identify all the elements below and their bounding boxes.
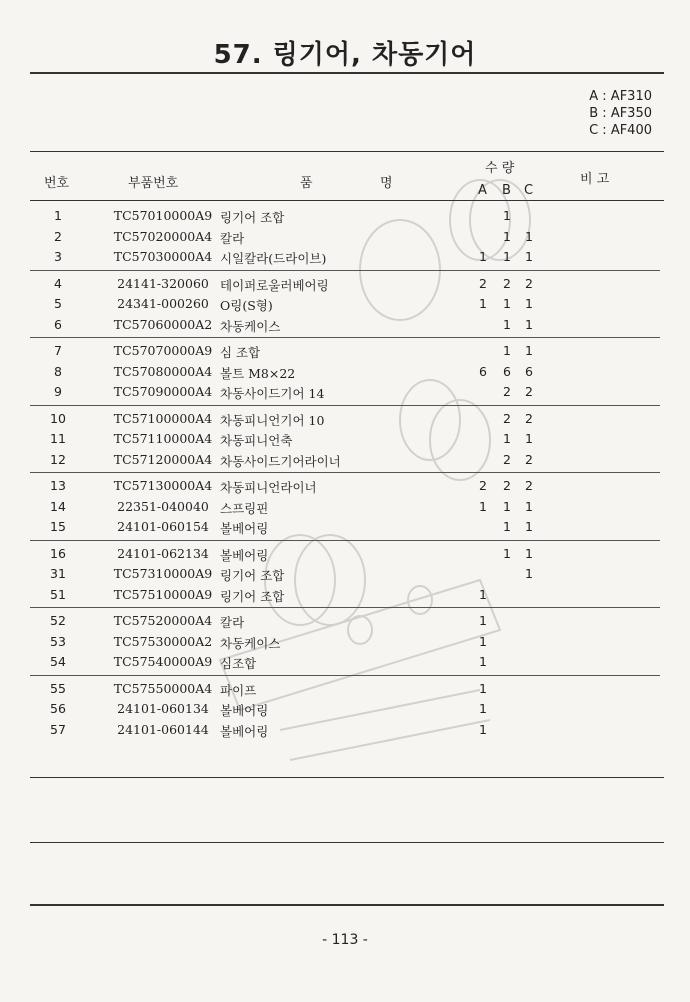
part-number: TC57550000A4 — [113, 680, 213, 696]
item-number: 54 — [50, 654, 66, 669]
qty-b: 1 — [503, 519, 511, 534]
item-number: 52 — [50, 613, 66, 628]
parts-group — [30, 473, 660, 541]
qty-b: 2 — [503, 275, 511, 291]
part-number: TC57530000A2 — [113, 633, 213, 649]
part-number: 24101-060154 — [117, 519, 209, 534]
part-number: TC57080000A4 — [113, 363, 213, 379]
table-row — [30, 450, 660, 471]
qty-c: 2 — [525, 410, 533, 426]
part-name: 링기어 조합 — [220, 588, 285, 604]
table-row — [30, 382, 660, 403]
qty-c: 1 — [525, 498, 533, 514]
item-number: 12 — [50, 451, 66, 467]
table-row — [30, 679, 660, 700]
qty-b: 2 — [503, 478, 511, 493]
part-name: 차동피니언기어 10 — [220, 412, 325, 428]
page-number: - 113 - — [322, 932, 368, 948]
part-name: 칼라 — [220, 615, 245, 630]
qty-a: 1 — [479, 701, 487, 716]
title-rule — [30, 72, 664, 74]
qty-a: 1 — [479, 613, 487, 628]
item-number: 13 — [50, 478, 66, 493]
table-row — [30, 315, 660, 336]
table-row — [30, 652, 660, 673]
qty-b: 1 — [503, 431, 511, 446]
part-name: 스프링핀 — [220, 500, 269, 516]
qty-a: 1 — [479, 633, 487, 649]
item-number: 3 — [54, 249, 62, 264]
part-number: TC57520000A4 — [113, 613, 213, 628]
part-number: TC57010000A9 — [113, 208, 213, 223]
page-title: 57. 링기어, 차동기어 — [213, 40, 477, 70]
qty-a: 6 — [479, 363, 487, 379]
header-name-2: 명 — [380, 176, 393, 191]
qty-a: 1 — [479, 296, 487, 311]
qty-b: 6 — [503, 363, 511, 379]
blank-rule-2 — [30, 842, 664, 843]
item-number: 10 — [50, 410, 66, 426]
item-number: 15 — [50, 519, 66, 534]
table-row — [30, 341, 660, 362]
header-qty: 수 량 — [485, 161, 515, 176]
item-number: 55 — [50, 680, 66, 696]
qty-c: 1 — [525, 296, 533, 311]
model-legend-a: A : AF310 — [589, 89, 652, 104]
part-number: TC57100000A4 — [113, 410, 213, 426]
part-name: 볼베어링 — [220, 703, 269, 718]
qty-c: 1 — [525, 249, 533, 264]
qty-a: 2 — [479, 275, 487, 291]
qty-c: 6 — [525, 363, 533, 379]
table-row — [30, 611, 660, 632]
item-number: 56 — [50, 701, 66, 716]
part-name: 시일칼라(드라이브) — [220, 251, 327, 266]
item-number: 31 — [50, 566, 66, 581]
table-row — [30, 564, 660, 585]
qty-a: 1 — [479, 654, 487, 669]
part-name: 볼트 M8×22 — [220, 365, 296, 381]
part-name: 칼라 — [220, 230, 245, 246]
qty-a: 1 — [479, 498, 487, 514]
part-name: 링기어 조합 — [220, 568, 285, 583]
qty-b: 1 — [503, 228, 511, 244]
part-number: TC57120000A4 — [113, 451, 213, 467]
part-number: TC57510000A9 — [113, 586, 213, 602]
header-qty-a: A — [478, 183, 487, 198]
part-number: 24101-062134 — [117, 545, 209, 561]
part-name: 차동케이스 — [220, 635, 281, 651]
table-row — [30, 206, 660, 227]
item-number: 4 — [54, 275, 62, 291]
item-number: 7 — [54, 343, 62, 358]
qty-c: 2 — [525, 451, 533, 467]
parts-group — [30, 608, 660, 676]
part-name: 심조합 — [220, 656, 257, 671]
table-top-rule — [30, 151, 664, 152]
parts-group — [30, 271, 660, 339]
table-row — [30, 429, 660, 450]
qty-a: 1 — [479, 249, 487, 264]
header-qty-c: C — [524, 183, 534, 198]
part-number: 24141-320060 — [117, 275, 209, 291]
parts-table — [0, 203, 690, 742]
parts-group — [30, 406, 660, 474]
model-legend-b: B : AF350 — [589, 106, 652, 121]
qty-c: 2 — [525, 384, 533, 399]
table-row — [30, 720, 660, 741]
header-qty-b: B — [502, 183, 511, 198]
qty-a: 1 — [479, 680, 487, 696]
qty-b: 1 — [503, 316, 511, 332]
part-name: 차동사이드기어 14 — [220, 386, 325, 401]
item-number: 2 — [54, 228, 62, 244]
part-number: 22351-040040 — [117, 498, 209, 514]
item-number: 11 — [50, 431, 66, 446]
qty-b: 1 — [503, 343, 511, 358]
table-row — [30, 409, 660, 430]
part-name: 심 조합 — [220, 345, 261, 360]
qty-b: 1 — [503, 296, 511, 311]
qty-a: 1 — [479, 586, 487, 602]
qty-a: 2 — [479, 478, 487, 493]
part-name: 차동피니언라이너 — [220, 480, 317, 495]
part-number: 24101-060134 — [117, 701, 209, 716]
qty-b: 2 — [503, 384, 511, 399]
item-number: 57 — [50, 721, 66, 737]
qty-b: 1 — [503, 208, 511, 223]
part-number: TC57310000A9 — [113, 566, 213, 581]
qty-c: 1 — [525, 566, 533, 581]
item-number: 51 — [50, 586, 66, 602]
model-legend — [589, 88, 652, 139]
header-remark: 비 고 — [580, 172, 610, 187]
header-part-no: 부품번호 — [128, 176, 179, 191]
part-number: TC57060000A2 — [113, 316, 213, 332]
part-name: 차동피니언축 — [220, 433, 293, 448]
part-name: 볼베어링 — [220, 547, 269, 563]
part-number: TC57130000A4 — [113, 478, 213, 493]
part-number: 24341-000260 — [117, 296, 209, 311]
table-row — [30, 247, 660, 268]
table-row — [30, 544, 660, 565]
table-row — [30, 699, 660, 720]
parts-group — [30, 541, 660, 609]
qty-b: 1 — [503, 545, 511, 561]
table-row — [30, 585, 660, 606]
part-number: TC57090000A4 — [113, 384, 213, 399]
parts-group — [30, 203, 660, 271]
footer-rule — [30, 904, 664, 906]
qty-c: 1 — [525, 343, 533, 358]
qty-c: 1 — [525, 316, 533, 332]
qty-c: 1 — [525, 431, 533, 446]
qty-a: 1 — [479, 721, 487, 737]
item-number: 9 — [54, 384, 62, 399]
parts-group — [30, 338, 660, 406]
header-name-1: 품 — [300, 176, 313, 191]
item-number: 1 — [54, 208, 62, 223]
part-number: TC57540000A9 — [113, 654, 213, 669]
qty-c: 2 — [525, 275, 533, 291]
part-name: 테이퍼로울러베어링 — [220, 277, 329, 293]
part-number: TC57030000A4 — [113, 249, 213, 264]
part-name: 차동사이드기어라이너 — [220, 453, 341, 469]
part-number: TC57020000A4 — [113, 228, 213, 244]
part-name: 볼베어링 — [220, 723, 269, 739]
table-row — [30, 497, 660, 518]
qty-c: 1 — [525, 519, 533, 534]
part-number: TC57110000A4 — [113, 431, 213, 446]
part-name: 볼베어링 — [220, 521, 269, 536]
item-number: 6 — [54, 316, 62, 332]
qty-b: 2 — [503, 451, 511, 467]
part-name: 차동케이스 — [220, 318, 281, 334]
table-row — [30, 227, 660, 248]
part-name: 링기어 조합 — [220, 210, 285, 225]
table-row — [30, 476, 660, 497]
qty-b: 1 — [503, 498, 511, 514]
item-number: 14 — [50, 498, 66, 514]
item-number: 5 — [54, 296, 62, 311]
part-name: O링(S형) — [220, 298, 273, 313]
qty-c: 1 — [525, 545, 533, 561]
header-no: 번호 — [44, 176, 70, 191]
table-row — [30, 517, 660, 538]
qty-c: 1 — [525, 228, 533, 244]
blank-rule-1 — [30, 777, 664, 778]
item-number: 53 — [50, 633, 66, 649]
part-number: TC57070000A9 — [113, 343, 213, 358]
part-number: 24101-060144 — [117, 721, 209, 737]
item-number: 8 — [54, 363, 62, 379]
qty-c: 2 — [525, 478, 533, 493]
model-legend-c: C : AF400 — [589, 123, 652, 138]
table-row — [30, 294, 660, 315]
item-number: 16 — [50, 545, 66, 561]
part-name: 파이프 — [220, 682, 257, 698]
table-row — [30, 274, 660, 295]
table-row — [30, 362, 660, 383]
qty-b: 2 — [503, 410, 511, 426]
parts-group — [30, 676, 660, 743]
qty-b: 1 — [503, 249, 511, 264]
table-row — [30, 632, 660, 653]
